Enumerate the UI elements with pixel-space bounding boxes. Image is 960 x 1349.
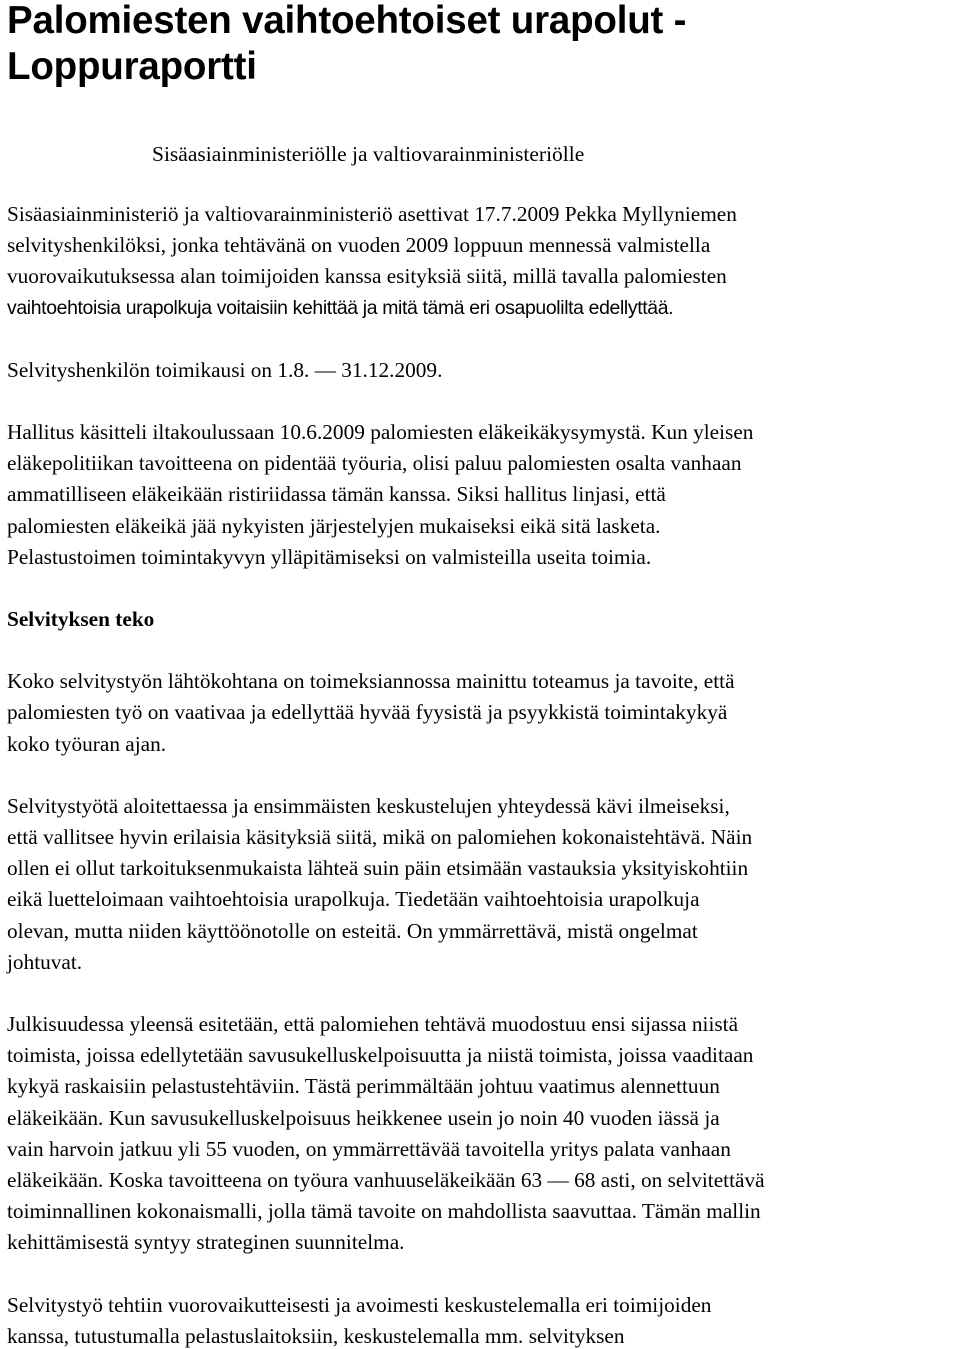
text-line: Hallitus käsitteli iltakoulussaan 10.6.2009 palomiesten eläkeikäkysymystä. Kun yleisen [7,420,754,445]
text-line: vuorovaikutuksessa alan toimijoiden kanssa esityksiä siitä, millä tavalla palomiesten [7,264,727,289]
text-line: Selvitystyötä aloitettaessa ja ensimmäisten keskustelujen yhteydessä kävi ilmeiseksi, [7,793,730,818]
text-line: eikä luetteloimaan vaihtoehtoisia urapolkuja. Tiedetään vaihtoehtoisia urapolkuja [7,887,700,912]
text-line: palomiesten työ on vaativaa ja edellyttää hyvää fyysistä ja psyykkistä toimintakykyä [7,700,728,725]
title-line-1: Palomiesten vaihtoehtoiset urapolut - [7,0,687,42]
text-line: palomiesten eläkeikä jää nykyisten järjestelyjen mukaiseksi eikä sitä lasketa. [7,513,661,538]
text-line: selvityshenkilöksi, jonka tehtävänä on vuoden 2009 loppuun mennessä valmistella [7,233,711,258]
paragraph-government [7,417,959,573]
paragraph-term [7,355,959,386]
text-line: ollen ei ollut tarkoituksenmukaista lähteä suin päin etsimään vastauksia yksityiskohtiin [7,856,749,881]
text-line: Julkisuudessa yleensä esitetään, että palomiehen tehtävä muodostuu ensi sijassa niistä [7,1012,739,1037]
text-line: Selvitystyö tehtiin vuorovaikutteisesti ja avoimesti keskustelemalla eri toimijoiden [7,1292,712,1317]
paragraph-publicity [7,1009,959,1259]
recipient-line: Sisäasiainministeriölle ja valtiovarainministeriölle [152,142,585,166]
text-line: Sisäasiainministeriö ja valtiovarainministeriö asettivat 17.7.2009 Pekka Myllyniemen [7,202,737,226]
text-line: vaihtoehtoisia urapolkuja voitaisiin kehittää ja mitä tämä eri osapuolilta edellyttää. [7,296,674,319]
document-body [7,199,959,1349]
text-line: johtuvat. [7,949,83,974]
paragraph-starting-point [7,666,959,760]
text-line: kanssa, tutustumalla pelastuslaitoksiin, keskustelemalla mm. selvityksen [7,1323,625,1348]
text-line: toimista, joissa edellytetään savusukelluskelpoisuutta ja niistä toimista, joissa vaaditaan [7,1043,754,1068]
text-line: vain harvoin jatkuu yli 55 vuoden, on ymmärrettävää tavoitella yritys palata vanhaan [7,1136,731,1161]
text-line: Selvityshenkilön toimikausi on 1.8. — 31.12.2009. [7,357,443,382]
text-line: olevan, mutta niiden käyttöönotolle on esteitä. On ymmärrettävä, mistä ongelmat [7,918,698,943]
text-line: Pelastustoimen toimintakyvyn ylläpitämiseksi on valmisteilla useita toimia. [7,544,652,569]
text-line: koko työuran ajan. [7,731,167,756]
text-line: kykyä raskaisiin pelastustehtäviin. Tästä perimmältään johtuu vaatimus alennettuun [7,1074,720,1099]
section-heading: Selvityksen teko [7,607,155,632]
text-line: eläkeikään. Kun savusukelluskelpoisuus heikkenee usein jo noin 40 vuoden iässä ja [7,1105,720,1130]
title-line-2: Loppuraportti [7,45,257,88]
text-line: eläkeikään. Koska tavoitteena on työura vanhuuseläkeikään 63 — 68 asti, on selvitettävä [7,1168,765,1193]
paragraph-method [7,1290,959,1349]
paragraph-assignment [7,199,959,324]
text-line: eläkepolitiikan tavoitteena on pidentää työuria, olisi paluu palomiesten osalta vanhaan [7,451,742,476]
paragraph-initial-discussions [7,791,959,978]
text-line: että vallitsee hyvin erilaisia käsityksiä siitä, mikä on palomiehen kokonaistehtävä. Näin [7,825,753,850]
document-title [7,0,957,90]
text-line: toiminnallinen kokonaismalli, jolla tämä tavoite on mahdollista saavuttaa. Tämän mallin [7,1199,761,1224]
text-line: ammatilliseen eläkeikään ristiriidassa tämän kanssa. Siksi hallitus linjasi, että [7,482,666,507]
text-line: kehittämisestä syntyy strateginen suunnitelma. [7,1230,405,1255]
text-line: Koko selvitystyön lähtökohtana on toimeksiannossa mainittu toteamus ja tavoite, että [7,669,735,694]
